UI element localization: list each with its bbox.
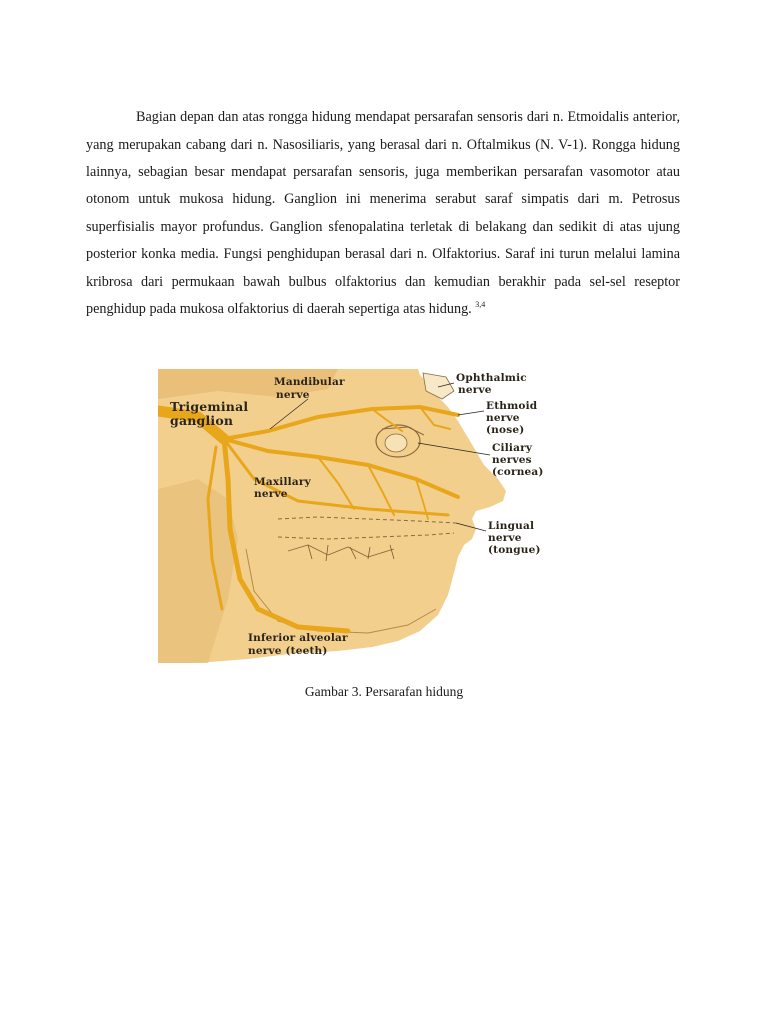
label-ophthalmic-1: Ophthalmic (456, 372, 527, 384)
label-ciliary-2: nerves (492, 454, 532, 466)
label-trigeminal-2: ganglion (170, 413, 234, 428)
label-ciliary-1: Ciliary (492, 442, 533, 454)
label-ethmoid-3: (nose) (486, 424, 525, 436)
paragraph-text: Bagian depan dan atas rongga hidung mendapat persarafan sensoris dari n. Etmoidalis anterior, yang merupakan cabang dari n. Nasosiliaris, yang berasal dari n. Oftalmikus (N. V-1). Rongga hidung lainnya, sebagian besar mendapat persarafan sensoris, juga memberikan persarafan vasomotor atau otonom untuk mukosa hidung. Ganglion ini menerima serabut saraf simpatis dari m. Petrosus superfisialis mayor profundus. Ganglion sfenopalatina terletak di belakang dan sedikit di atas ujung posterior konka media. Fungsi penghidupan berasal dari n. Olfaktorius. Saraf ini turun melalui lamina kribrosa dari permukaan bawah bulbus olfaktorius dan kemudian berakhir pada sel-sel reseptor penghidup pada mukosa olfaktorius di daerah sepertiga atas hidung. (86, 109, 680, 318)
label-ophthalmic-2: nerve (458, 384, 492, 396)
citation-superscript: 3,4 (475, 300, 486, 310)
label-mandibular-1: Mandibular (274, 376, 345, 388)
label-inferior-alveolar-2: nerve (teeth) (248, 645, 328, 657)
label-lingual-3: (tongue) (488, 544, 541, 556)
label-trigeminal-1: Trigeminal (170, 399, 249, 414)
label-ethmoid-2: nerve (486, 412, 520, 424)
label-maxillary-1: Maxillary (254, 476, 311, 488)
trigeminal-nerve-illustration (158, 369, 570, 663)
label-ethmoid-1: Ethmoid (486, 400, 538, 412)
body-paragraph (86, 104, 680, 323)
label-mandibular-2: nerve (276, 389, 310, 401)
label-lingual-2: nerve (488, 532, 522, 544)
label-maxillary-2: nerve (254, 488, 288, 500)
label-lingual-1: Lingual (488, 520, 535, 532)
figure-caption: Gambar 3. Persarafan hidung (304, 684, 464, 699)
label-ciliary-3: (cornea) (492, 466, 544, 478)
label-inferior-alveolar-1: Inferior alveolar (248, 632, 348, 644)
